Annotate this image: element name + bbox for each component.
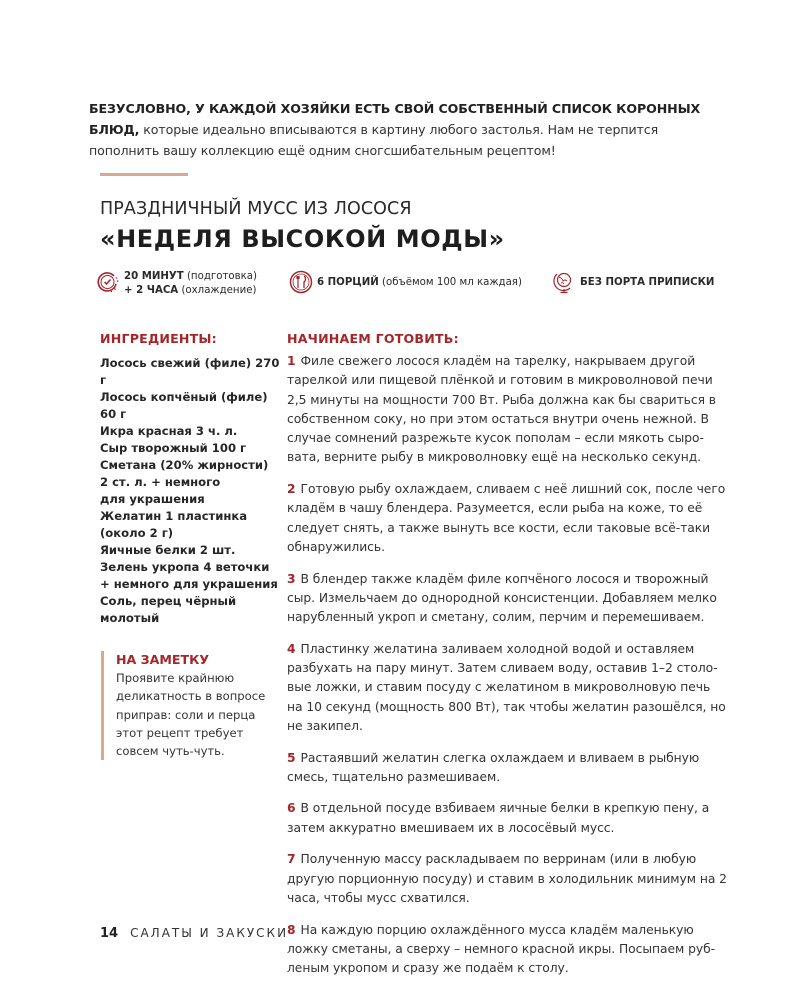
step-item	[287, 921, 727, 979]
ingredient-line: Желатин 1 пластинка	[100, 509, 248, 523]
ingredient-line: Лосось свежий (филе) 270 г	[100, 356, 280, 387]
step-number: 1	[287, 354, 296, 368]
ingredient-line: + немного для украшения	[100, 577, 278, 591]
page-number: 14	[100, 926, 119, 941]
step-text: Полученную массу раскладываем по верринам (или в любую другую порционную посуду) и ставим в холодильник минимум на 2 часа, чтобы мусс схватился.	[287, 852, 727, 905]
servings-label: (объёмом 100 мл каждая)	[378, 277, 522, 288]
note-heading: НА ЗАМЕТКУ	[116, 652, 210, 667]
step-number: 4	[287, 641, 296, 656]
ingredient-line: для украшения	[100, 492, 205, 506]
time-prep-value: 20 МИНУТ	[124, 271, 184, 282]
note-body: Проявите крайнюю деликатность в вопросе приправ: соли и перца этот рецепт требует совсем чуть-чуть.	[116, 671, 266, 759]
step-number: 8	[287, 922, 296, 937]
step-text: Готовую рыбу охлаждаем, сливаем с неё лишний сок, после чего кладём в чашу блендера. Разумеется, если рыба на коже, то её следует снять, а также вынуть все кости, если таковые всё-таки обнаружились.	[287, 482, 726, 554]
divider-line	[100, 173, 188, 176]
section-name: САЛАТЫ И ЗАКУСКИ	[130, 926, 289, 940]
ingredients-heading: ИНГРЕДИЕНТЫ:	[100, 331, 217, 346]
ingredient-line: Икра красная 3 ч. л.	[100, 424, 238, 438]
step-number: 6	[287, 801, 296, 816]
cutlery-icon	[289, 270, 313, 294]
step-text: Филе свежего лосося кладём на тарелку, накрываем другой тарелкой или пищевой плёнкой и готовим в микроволновой печи 2,5 минуты на мощности 700 Вт. Рыба должна как бы свариться в собственном соку, но при этом остаться внутри очень нежной. В случае сомнений разрежьте кусок пополам – если мякоть сыровата, верните рыбу в микроволновку ещё на несколько секунд.	[287, 354, 716, 465]
step-item	[287, 352, 727, 468]
intro-bold: БЕЗУСЛОВНО, У КАЖДОЙ ХОЗЯЙКИ ЕСТЬ СВОЙ СОБСТВЕННЫЙ СПИСОК КОРОННЫХ БЛЮД,	[89, 101, 701, 137]
ingredient-line: Яичные белки 2 шт.	[100, 543, 236, 557]
step-text: На каждую порцию охлаждённого мусса кладём маленькую ложку сметаны, а сверху – немного красной икры. Посыпаем рубленым укропом и сразу же подаём к столу.	[287, 922, 716, 976]
cuisine-label: БЕЗ ПОРТА ПРИПИСКИ	[580, 277, 715, 288]
step-item	[287, 850, 727, 908]
step-number: 7	[287, 852, 296, 867]
meta-cuisine	[552, 270, 714, 294]
ingredient-line: Сыр творожный 100 г	[100, 441, 247, 455]
step-item	[287, 749, 727, 788]
step-text: Растаявший желатин слегка охлаждаем и вливаем в рыбную смесь, тщательно размешиваем.	[287, 750, 700, 784]
meta-servings	[289, 270, 522, 294]
globe-icon	[552, 270, 576, 294]
intro-paragraph	[89, 98, 729, 161]
recipe-subtitle: ПРАЗДНИЧНЫЙ МУСС ИЗ ЛОСОСЯ	[100, 199, 412, 219]
recipe-title: «НЕДЕЛЯ ВЫСОКОЙ МОДЫ»	[100, 225, 505, 253]
note-box	[101, 651, 286, 760]
time-chill-value: + 2 ЧАСА	[124, 285, 179, 296]
servings-value: 6 ПОРЦИЙ	[317, 277, 379, 288]
step-text: В отдельной посуде взбиваем яичные белки в крепкую пену, а затем аккуратно вмешиваем их в лососёвый мусс.	[287, 801, 710, 835]
step-item	[287, 799, 727, 838]
step-number: 2	[287, 482, 296, 497]
ingredient-line: 2 ст. л. + немного	[100, 475, 221, 489]
steps-heading: НАЧИНАЕМ ГОТОВИТЬ:	[287, 331, 459, 346]
clock-check-icon	[96, 270, 120, 294]
ingredient-line: Соль, перец чёрный	[100, 594, 237, 608]
step-number: 5	[287, 750, 296, 765]
step-number: 3	[287, 571, 296, 586]
step-text: В блендер также кладём филе копчёного лосося и творожный сыр. Измельчаем до однородной консистенции. Добавляем мелко нарубленный укроп и сметану, солим, перчим и перемешиваем.	[287, 571, 717, 625]
ingredient-line: 60 г	[100, 407, 127, 421]
ingredient-line: Зелень укропа 4 веточки	[100, 560, 270, 574]
step-item	[287, 570, 727, 628]
step-item	[287, 640, 727, 736]
ingredients-list	[100, 355, 285, 627]
ingredient-line: молотый	[100, 611, 160, 625]
ingredient-line: Сметана (20% жирности)	[100, 458, 269, 472]
ingredient-line: (около 2 г)	[100, 526, 174, 540]
meta-time	[96, 270, 257, 298]
ingredient-line: Лосось копчёный (филе)	[100, 390, 268, 404]
time-prep-label: (подготовка)	[183, 271, 257, 282]
step-item	[287, 480, 727, 557]
steps-list	[287, 352, 727, 987]
page-footer	[100, 926, 288, 941]
intro-text: которые идеально вписываются в картину любого застолья. Нам не терпится пополнить вашу коллекцию ещё одним сногсшибательным рецептом!	[89, 122, 659, 158]
time-chill-label: (охлаждение)	[178, 285, 257, 296]
step-text: Пластинку желатина заливаем холодной водой и оставляем разбухать на пару минут. Затем сливаем воду, оставив 1–2 столовые ложки, и ставим посуду с желатином в микроволновую печь на 10 секунд (мощность 800 Вт), так чтобы желатин разошёлся, но не закипел.	[287, 641, 726, 733]
